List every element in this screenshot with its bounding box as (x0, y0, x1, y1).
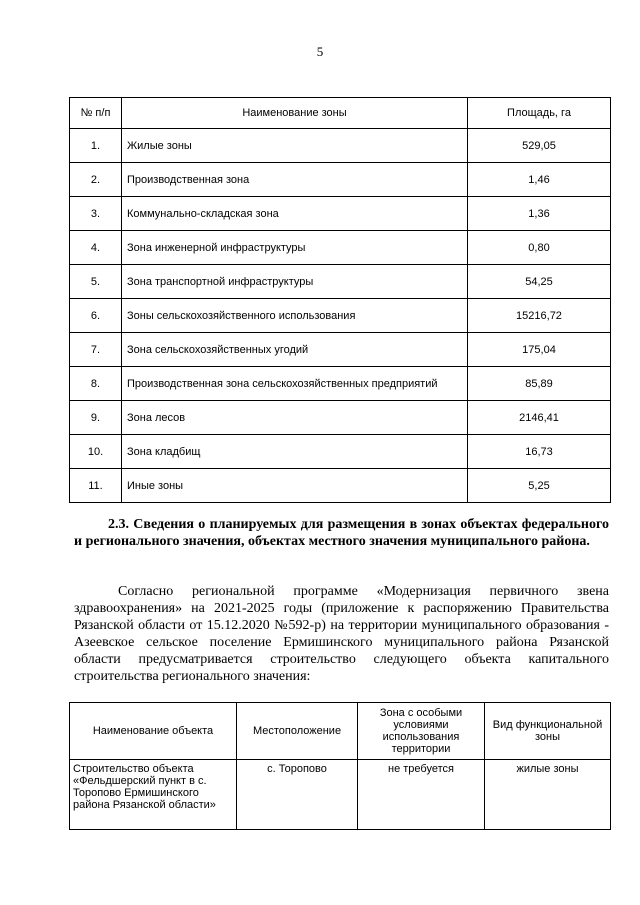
header-object-name: Наименование объекта (70, 703, 237, 760)
table-row (70, 299, 611, 333)
table-row (70, 333, 611, 367)
zone-area: 529,05 (468, 129, 611, 163)
zone-area: 1,46 (468, 163, 611, 197)
zone-area: 85,89 (468, 367, 611, 401)
row-number: 6. (70, 299, 122, 333)
object-name: Строительство объекта «Фельдшерский пункт в с. Торопово Ермишинского района Рязанской области» (70, 760, 237, 830)
zone-name: Производственная зона (122, 163, 468, 197)
table-row (70, 760, 611, 830)
zone-area: 1,36 (468, 197, 611, 231)
object-special-zone: не требуется (358, 760, 485, 830)
table-row (70, 367, 611, 401)
row-number: 2. (70, 163, 122, 197)
row-number: 3. (70, 197, 122, 231)
table-row (70, 401, 611, 435)
zone-area: 175,04 (468, 333, 611, 367)
table-row (70, 435, 611, 469)
zone-name: Зона транспортной инфраструктуры (122, 265, 468, 299)
row-number: 10. (70, 435, 122, 469)
row-number: 11. (70, 469, 122, 503)
table-row (70, 265, 611, 299)
zone-area: 54,25 (468, 265, 611, 299)
zone-area: 2146,41 (468, 401, 611, 435)
row-number: 8. (70, 367, 122, 401)
zones-table (69, 97, 611, 503)
row-number: 9. (70, 401, 122, 435)
table-row (70, 469, 611, 503)
zone-name: Производственная зона сельскохозяйственных предприятий (122, 367, 468, 401)
object-zone-type: жилые зоны (485, 760, 611, 830)
header-area: Площадь, га (468, 98, 611, 129)
zone-area: 16,73 (468, 435, 611, 469)
table-row (70, 197, 611, 231)
header-special-zone: Зона с особыми условиями использования территории (358, 703, 485, 760)
zone-name: Коммунально-складская зона (122, 197, 468, 231)
object-location: с. Торопово (237, 760, 358, 830)
zone-area: 5,25 (468, 469, 611, 503)
body-paragraph: Согласно региональной программе «Модернизация первичного звена здравоохранения» на 2021-2025 годы (приложение к распоряжению Правительства Рязанской области от 15.12.2020 №592-р) на территории муниципального образования - Азеевское сельское поселение Ермишинского муниципального района Рязанской области предусматривается строительство следующего объекта капитального строительства регионального значения: (74, 584, 609, 684)
row-number: 7. (70, 333, 122, 367)
zone-name: Зона инженерной инфраструктуры (122, 231, 468, 265)
table-row (70, 231, 611, 265)
header-number: № п/п (70, 98, 122, 129)
zone-name: Зоны сельскохозяйственного использования (122, 299, 468, 333)
objects-table (69, 702, 611, 830)
row-number: 4. (70, 231, 122, 265)
zones-table-header (70, 98, 611, 129)
table-row (70, 129, 611, 163)
header-zone-name: Наименование зоны (122, 98, 468, 129)
zone-name: Жилые зоны (122, 129, 468, 163)
zone-area: 0,80 (468, 231, 611, 265)
section-heading: 2.3. Сведения о планируемых для размещения в зонах объектах федерального и регионального значения, объектах местного значения муниципального района. (74, 517, 609, 549)
table-row (70, 163, 611, 197)
zone-name: Зона сельскохозяйственных угодий (122, 333, 468, 367)
page-number: 5 (316, 44, 324, 59)
row-number: 5. (70, 265, 122, 299)
header-location: Местоположение (237, 703, 358, 760)
objects-table-header (70, 703, 611, 760)
zone-name: Иные зоны (122, 469, 468, 503)
row-number: 1. (70, 129, 122, 163)
zone-name: Зона кладбищ (122, 435, 468, 469)
zone-name: Зона лесов (122, 401, 468, 435)
header-zone-type: Вид функциональной зоны (485, 703, 611, 760)
zone-area: 15216,72 (468, 299, 611, 333)
